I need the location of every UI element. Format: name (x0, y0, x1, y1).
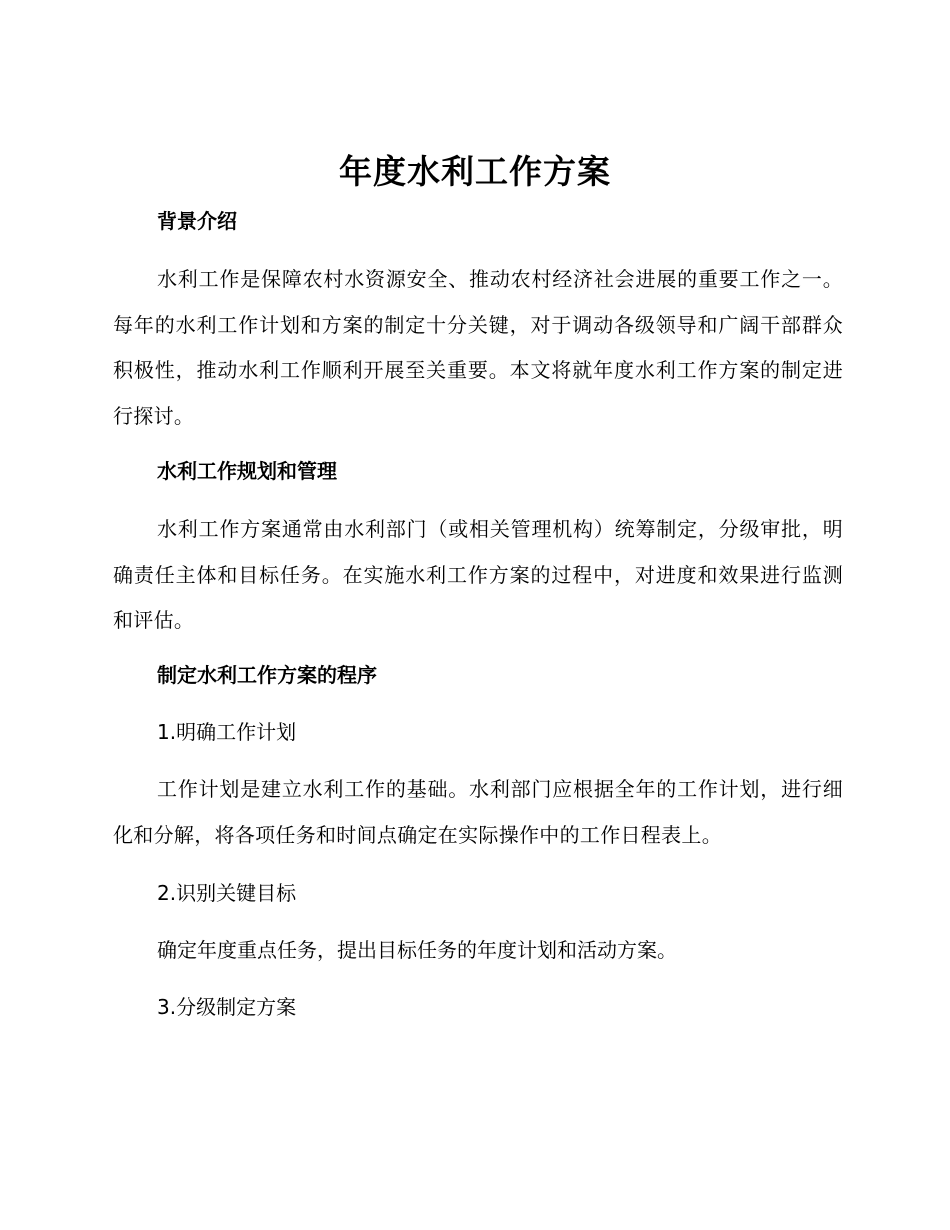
step-3-title: 3.分级制定方案 (157, 995, 297, 1019)
step-1-text-wrapper (113, 767, 843, 858)
section-heading-background: 背景介绍 (157, 209, 237, 233)
document-title: 年度水利工作方案 (339, 152, 611, 191)
step-1-title: 1.明确工作计划 (157, 720, 297, 744)
section-heading-planning: 水利工作规划和管理 (157, 459, 337, 483)
paragraph-planning-wrapper (113, 507, 843, 644)
section-heading-procedure: 制定水利工作方案的程序 (157, 663, 377, 687)
paragraph-background: 水利工作是保障农村水资源安全、推动农村经济社会进展的重要工作之一。每年的水利工作计划和方案的制定十分关键，对于调动各级领导和广阔干部群众积极性，推动水利工作顺利开展至关重要。本文将就年度水利工作方案的制定进行探讨。 (113, 267, 843, 428)
paragraph-background-wrapper (113, 257, 843, 439)
step-1-text: 工作计划是建立水利工作的基础。水利部门应根据全年的工作计划，进行细化和分解，将各项任务和时间点确定在实际操作中的工作日程表上。 (113, 777, 843, 847)
paragraph-planning: 水利工作方案通常由水利部门（或相关管理机构）统筹制定，分级审批，明确责任主体和目标任务。在实施水利工作方案的过程中，对进度和效果进行监测和评估。 (113, 517, 843, 633)
step-2-title: 2.识别关键目标 (157, 881, 297, 905)
step-2-text: 确定年度重点任务，提出目标任务的年度计划和活动方案。 (157, 938, 677, 962)
